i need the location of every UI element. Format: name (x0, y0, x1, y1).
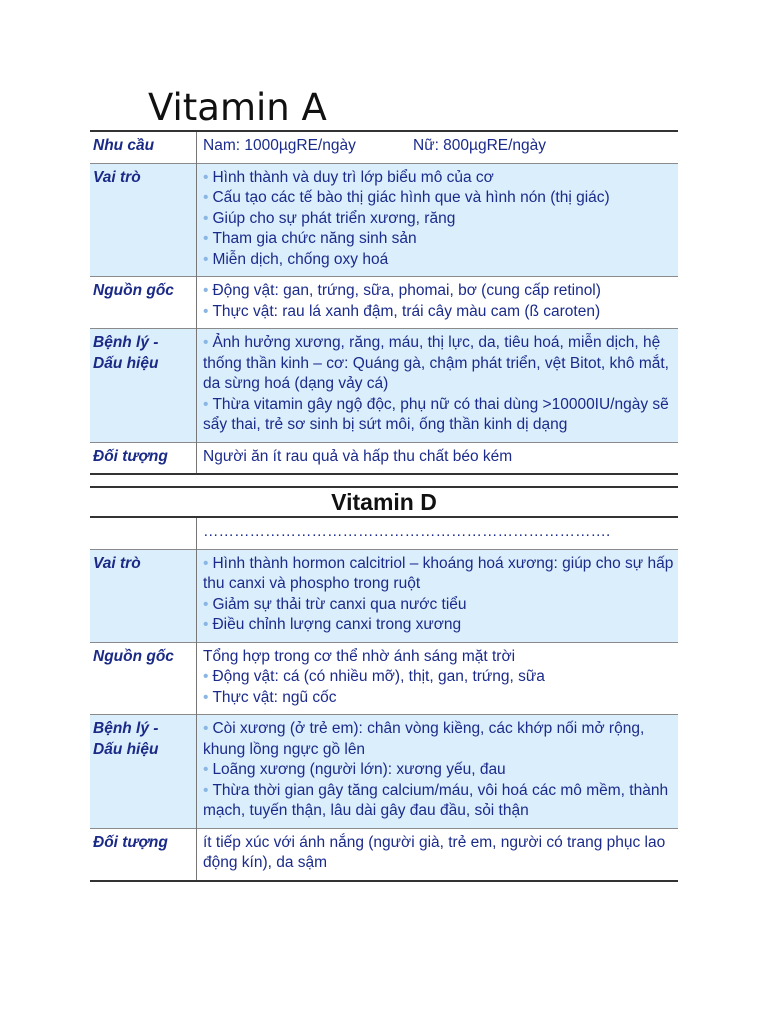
bullet-icon: • (203, 230, 209, 247)
intro-text: Tổng hợp trong cơ thể nhờ ánh sáng mặt trời (203, 647, 516, 665)
row-label-nhu-cau: Nhu cầu (90, 131, 197, 163)
bullet-icon: • (203, 595, 209, 613)
row-label-benh-ly: Bệnh lý - Dấu hiệu (90, 715, 197, 829)
row-value (197, 131, 679, 163)
row-label-nguon-goc: Nguồn gốc (90, 277, 197, 329)
bullet-icon: • (203, 781, 209, 799)
row-value (197, 163, 679, 277)
bullet-icon: • (203, 302, 209, 320)
list-item: • Cấu tạo các tế bào thị giác hình que và hình nón (thị giác) (203, 189, 610, 206)
table-row (90, 642, 678, 715)
list-item: • Thực vật: ngũ cốc (203, 688, 337, 706)
table-row (90, 715, 678, 829)
row-value (197, 329, 679, 443)
list-item: • Động vật: cá (có nhiều mỡ), thịt, gan, trứng, sữa (203, 668, 545, 685)
list-item: • Thừa thời gian gây tăng calcium/máu, vôi hoá các mô mềm, thành mạch, tuyến thận, lâu dài gây đau đầu, sỏi thận (203, 781, 669, 819)
row-value (197, 549, 679, 642)
row-value (197, 642, 679, 715)
row-value (197, 277, 679, 329)
list-item: • Giúp cho sự phát triển xương, răng (203, 209, 456, 227)
table-row (90, 442, 678, 474)
bullet-icon: • (203, 334, 209, 351)
vitamin-a-table (90, 130, 678, 475)
bullet-icon: • (203, 189, 209, 206)
table-row (90, 828, 678, 881)
row-label-empty (90, 517, 197, 549)
table-row (90, 277, 678, 329)
table-row (90, 131, 678, 163)
list-item: • Thực vật: rau lá xanh đậm, trái cây màu cam (ß caroten) (203, 302, 601, 320)
list-item: • Giảm sự thải trừ canxi qua nước tiểu (203, 595, 467, 613)
bullet-icon: • (203, 209, 209, 227)
bullet-icon: • (203, 554, 209, 572)
bullet-icon: • (203, 761, 209, 778)
vitamin-d-table (90, 516, 678, 882)
vitamin-a-title: Vitamin A (148, 86, 327, 129)
list-item: • Hình thành hormon calcitriol – khoáng hoá xương: giúp cho sự hấp thu canxi và phospho trong ruột (203, 554, 674, 592)
table-row (90, 517, 678, 549)
bullet-icon: • (203, 282, 209, 299)
row-value: ít tiếp xúc với ánh nắng (người già, trẻ em, người có trang phục lao động kín), da sậm (203, 833, 666, 871)
bullet-icon: • (203, 395, 209, 413)
requirement-female: Nữ: 800µgRE/ngày (413, 137, 547, 154)
list-item: • Tham gia chức năng sinh sản (203, 230, 417, 247)
row-label-vai-tro: Vai trò (90, 549, 197, 642)
dotted-placeholder: ……………………………………………………………………. (203, 523, 611, 540)
bullet-icon: • (203, 168, 209, 186)
list-item: • Ảnh hưởng xương, răng, máu, thị lực, da, tiêu hoá, miễn dịch, hệ thống thần kinh – cơ: Quáng gà, chậm phát triển, vệt Bitot, khô mắt, da sừng hoá (dạng vảy cá) (203, 334, 669, 392)
list-item: • Động vật: gan, trứng, sữa, phomai, bơ (cung cấp retinol) (203, 282, 601, 299)
bullet-icon: • (203, 668, 209, 685)
row-label-vai-tro: Vai trò (90, 163, 197, 277)
requirement-male: Nam: 1000µgRE/ngày (203, 137, 356, 154)
bullet-icon: • (203, 720, 209, 737)
row-label-nguon-goc: Nguồn gốc (90, 642, 197, 715)
vitamin-d-title: Vitamin D (90, 486, 678, 516)
row-value: Người ăn ít rau quả và hấp thu chất béo kém (203, 447, 513, 465)
table-row (90, 163, 678, 277)
table-row (90, 329, 678, 443)
bullet-icon: • (203, 250, 209, 268)
bullet-icon: • (203, 688, 209, 706)
list-item: • Còi xương (ở trẻ em): chân vòng kiềng, các khớp nối mở rộng, khung lồng ngực gồ lên (203, 720, 645, 758)
list-item: • Thừa vitamin gây ngộ độc, phụ nữ có thai dùng >10000IU/ngày sẽ sẩy thai, trẻ sơ sinh bị sứt môi, ống thần kinh dị dạng (203, 395, 669, 433)
row-label-doi-tuong: Đối tượng (90, 828, 197, 881)
list-item: • Loãng xương (người lớn): xương yếu, đau (203, 761, 506, 778)
list-item: • Miễn dịch, chống oxy hoá (203, 250, 389, 268)
table-row (90, 549, 678, 642)
row-label-benh-ly: Bệnh lý - Dấu hiệu (90, 329, 197, 443)
bullet-icon: • (203, 616, 209, 633)
row-label-doi-tuong: Đối tượng (90, 442, 197, 474)
row-value (197, 715, 679, 829)
list-item: • Hình thành và duy trì lớp biểu mô của cơ (203, 168, 494, 186)
list-item: • Điều chỉnh lượng canxi trong xương (203, 616, 462, 633)
